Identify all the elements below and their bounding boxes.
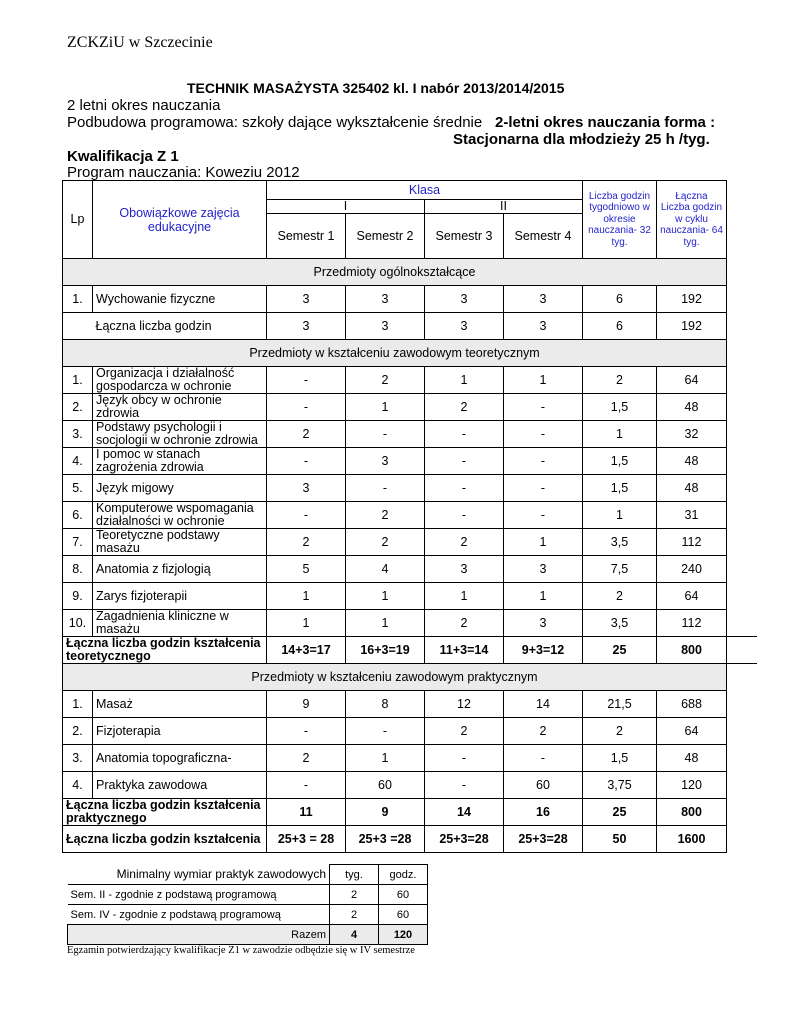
row-lp: 2.: [63, 718, 93, 745]
row-sem1: 1: [267, 583, 346, 610]
class-i-header: I: [267, 200, 425, 214]
sum-sem2: 9: [346, 799, 425, 826]
row-sem1: 5: [267, 556, 346, 583]
table-row: [63, 772, 757, 799]
table-row: [63, 718, 757, 745]
row-subject: Zarys fizjoterapii: [93, 583, 267, 610]
curriculum-table: [62, 180, 757, 853]
sum-sem1: 3: [267, 313, 346, 340]
row-weekly: 3,5: [583, 529, 657, 556]
grand-sum-sem2: 25+3 =28: [346, 826, 425, 853]
row-sem1: -: [267, 448, 346, 475]
row-weekly: 3,75: [583, 772, 657, 799]
row-sem3: 1: [425, 583, 504, 610]
practice-box-title: Minimalny wymiar praktyk zawodowych: [68, 865, 330, 885]
section-practice: Przedmioty w kształceniu zawodowym praktycznym: [63, 664, 727, 691]
lp-header: Lp: [63, 181, 93, 259]
grand-sum-sem4: 25+3=28: [504, 826, 583, 853]
table-row: [68, 905, 428, 925]
row-weekly: 1,5: [583, 448, 657, 475]
period-text: 2 letni okres nauczania: [67, 97, 221, 114]
qualification: Kwalifikacja Z 1: [67, 148, 179, 165]
row-sem2: 1: [346, 745, 425, 772]
row-sem4: 1: [504, 583, 583, 610]
sum-sem3: 11+3=14: [425, 637, 504, 664]
row-subject: Teoretyczne podstawy masażu: [93, 529, 267, 556]
klasa-header: Klasa: [267, 181, 583, 200]
row-sem2: 8: [346, 691, 425, 718]
row-sem3: 3: [425, 556, 504, 583]
practice-col-hours: godz.: [379, 865, 428, 885]
sum-sem3: 3: [425, 313, 504, 340]
sum-sem4: 3: [504, 313, 583, 340]
total-hours-header: Łączna Liczba godzin w cyklu nauczania- 64 tyg.: [657, 181, 727, 259]
grand-sum-row: [63, 826, 757, 853]
row-sem2: -: [346, 475, 425, 502]
row-sem1: -: [267, 718, 346, 745]
sum-total: 192: [657, 313, 727, 340]
row-sem4: 3: [504, 610, 583, 637]
row-sem1: 2: [267, 745, 346, 772]
row-subject: Podstawy psychologii i socjologii w ochronie zdrowia: [93, 421, 267, 448]
row-weekly: 1,5: [583, 394, 657, 421]
sum-label: Łączna liczba godzin: [93, 313, 267, 340]
general-sum-row: [63, 313, 757, 340]
row-sem4: -: [504, 394, 583, 421]
row-total: 32: [657, 421, 727, 448]
row-sem4: 3: [504, 286, 583, 313]
row-total: 688: [657, 691, 727, 718]
row-sem1: -: [267, 502, 346, 529]
row-sem2: 60: [346, 772, 425, 799]
row-sem4: -: [504, 502, 583, 529]
table-row: [63, 583, 757, 610]
semester-1-header: Semestr 1: [267, 214, 346, 259]
row-subject: Fizjoterapia: [93, 718, 267, 745]
practice-row-hours: 60: [379, 885, 428, 905]
row-lp: 4.: [63, 448, 93, 475]
practice-summary-table: [67, 864, 428, 945]
row-subject: Praktyka zawodowa: [93, 772, 267, 799]
semester-3-header: Semestr 3: [425, 214, 504, 259]
program-text: Program nauczania: Koweziu 2012: [67, 164, 300, 181]
row-weekly: 21,5: [583, 691, 657, 718]
practice-sum-label: Razem: [68, 925, 330, 945]
document-title: TECHNIK MASAŻYSTA 325402 kl. I nabór 2013/2014/2015: [187, 80, 565, 96]
row-total: 240: [657, 556, 727, 583]
row-lp: 10.: [63, 610, 93, 637]
table-row: [63, 691, 757, 718]
row-total: 120: [657, 772, 727, 799]
row-sem3: -: [425, 745, 504, 772]
grand-sum-weekly: 50: [583, 826, 657, 853]
row-sem3: 2: [425, 394, 504, 421]
row-subject: Anatomia topograficzna-: [93, 745, 267, 772]
row-sem3: 2: [425, 529, 504, 556]
row-sem1: 1: [267, 610, 346, 637]
subjects-header: Obowiązkowe zajęcia edukacyjne: [93, 181, 267, 259]
row-weekly: 1: [583, 421, 657, 448]
row-sem4: -: [504, 421, 583, 448]
row-sem4: -: [504, 475, 583, 502]
practice-sum-hours: 120: [379, 925, 428, 945]
row-sem2: 3: [346, 286, 425, 313]
row-sem4: 1: [504, 529, 583, 556]
row-total: 192: [657, 286, 727, 313]
row-subject: I pomoc w stanach zagrożenia zdrowia: [93, 448, 267, 475]
row-sem1: 9: [267, 691, 346, 718]
row-sem1: 3: [267, 286, 346, 313]
row-sem3: 1: [425, 367, 504, 394]
row-sem1: 3: [267, 475, 346, 502]
semester-2-header: Semestr 2: [346, 214, 425, 259]
row-subject: Anatomia z fizjologią: [93, 556, 267, 583]
row-lp: 6.: [63, 502, 93, 529]
sum-sem1: 14+3=17: [267, 637, 346, 664]
row-sem3: 12: [425, 691, 504, 718]
row-sem3: -: [425, 772, 504, 799]
row-lp: 1.: [63, 691, 93, 718]
row-total: 64: [657, 718, 727, 745]
section-general: Przedmioty ogólnokształcące: [63, 259, 727, 286]
row-total: 48: [657, 448, 727, 475]
form-line-2: Stacjonarna dla młodzieży 25 h /tyg.: [453, 131, 710, 148]
row-sem2: 1: [346, 610, 425, 637]
row-sem3: -: [425, 475, 504, 502]
row-sem2: -: [346, 718, 425, 745]
exam-footnote: Egzamin potwierdzający kwalifikacje Z1 w zawodzie odbędzie się w IV semestrze: [67, 945, 415, 956]
table-row: [63, 448, 757, 475]
row-lp: 9.: [63, 583, 93, 610]
table-row: [68, 885, 428, 905]
row-sem1: 2: [267, 529, 346, 556]
row-sem1: -: [267, 367, 346, 394]
practice-row-week: 2: [330, 885, 379, 905]
practice-row-name: Sem. IV - zgodnie z podstawą programową: [68, 905, 330, 925]
row-subject: Język migowy: [93, 475, 267, 502]
sum-total: 800: [657, 799, 727, 826]
school-name: ZCKZiU w Szczecinie: [67, 34, 213, 51]
theory-sum-row: [63, 637, 757, 664]
row-sem2: 2: [346, 529, 425, 556]
row-sem2: 1: [346, 583, 425, 610]
row-sem4: 14: [504, 691, 583, 718]
row-sem3: -: [425, 448, 504, 475]
sum-sem1: 11: [267, 799, 346, 826]
sum-sem3: 14: [425, 799, 504, 826]
row-lp: 3.: [63, 745, 93, 772]
row-sem3: 3: [425, 286, 504, 313]
practice-col-week: tyg.: [330, 865, 379, 885]
table-row: [63, 529, 757, 556]
row-weekly: 3,5: [583, 610, 657, 637]
section-theory: Przedmioty w kształceniu zawodowym teoretycznym: [63, 340, 727, 367]
row-subject: Masaż: [93, 691, 267, 718]
row-subject: Wychowanie fizyczne: [93, 286, 267, 313]
row-lp: 5.: [63, 475, 93, 502]
row-weekly: 1: [583, 502, 657, 529]
row-sem2: 4: [346, 556, 425, 583]
row-total: 48: [657, 394, 727, 421]
row-sem1: 2: [267, 421, 346, 448]
row-lp: 7.: [63, 529, 93, 556]
row-total: 64: [657, 583, 727, 610]
table-row: [63, 394, 757, 421]
table-row: [63, 421, 757, 448]
row-sem1: -: [267, 772, 346, 799]
row-lp: 1.: [63, 286, 93, 313]
sum-label: Łączna liczba godzin kształcenia praktycznego: [63, 799, 267, 826]
row-weekly: 1,5: [583, 745, 657, 772]
row-weekly: 1,5: [583, 475, 657, 502]
row-lp: 2.: [63, 394, 93, 421]
grand-sum-label: Łączna liczba godzin kształcenia: [63, 826, 267, 853]
sum-weekly: 6: [583, 313, 657, 340]
practice-row-name: Sem. II - zgodnie z podstawą programową: [68, 885, 330, 905]
row-sem2: 3: [346, 448, 425, 475]
row-sem3: 2: [425, 610, 504, 637]
row-sem2: 2: [346, 367, 425, 394]
row-subject: Organizacja i działalność gospodarcza w ochronie: [93, 367, 267, 394]
row-total: 112: [657, 610, 727, 637]
row-weekly: 2: [583, 583, 657, 610]
table-row: [63, 475, 757, 502]
row-lp: 1.: [63, 367, 93, 394]
weekly-hours-header: Liczba godzin tygodniowo w okresie nauczania- 32 tyg.: [583, 181, 657, 259]
grand-sum-sem3: 25+3=28: [425, 826, 504, 853]
form-line-1: 2-letni okres nauczania forma :: [495, 114, 716, 131]
row-lp: 8.: [63, 556, 93, 583]
practice-sum-row: [63, 799, 757, 826]
row-sem3: 2: [425, 718, 504, 745]
table-row: [63, 367, 757, 394]
practice-sum-week: 4: [330, 925, 379, 945]
grand-sum-sem1: 25+3 = 28: [267, 826, 346, 853]
class-ii-header: II: [425, 200, 583, 214]
row-sem2: 1: [346, 394, 425, 421]
row-sem2: -: [346, 421, 425, 448]
table-row: [63, 745, 757, 772]
grand-sum-total: 1600: [657, 826, 727, 853]
row-weekly: 7,5: [583, 556, 657, 583]
row-total: 31: [657, 502, 727, 529]
row-subject: Zagadnienia kliniczne w masażu: [93, 610, 267, 637]
sum-sem4: 9+3=12: [504, 637, 583, 664]
row-weekly: 2: [583, 367, 657, 394]
row-subject: Komputerowe wspomagania działalności w ochronie: [93, 502, 267, 529]
practice-row-hours: 60: [379, 905, 428, 925]
row-lp: 3.: [63, 421, 93, 448]
row-total: 112: [657, 529, 727, 556]
row-sem4: 1: [504, 367, 583, 394]
row-sem4: -: [504, 745, 583, 772]
sum-sem2: 3: [346, 313, 425, 340]
base-text: Podbudowa programowa: szkoły dające wykształcenie średnie: [67, 114, 483, 131]
sum-total: 800: [657, 637, 727, 664]
row-sem3: -: [425, 421, 504, 448]
row-sem4: -: [504, 448, 583, 475]
row-total: 48: [657, 745, 727, 772]
row-sem1: -: [267, 394, 346, 421]
sum-sem4: 16: [504, 799, 583, 826]
row-total: 48: [657, 475, 727, 502]
sum-weekly: 25: [583, 799, 657, 826]
row-weekly: 6: [583, 286, 657, 313]
table-row: [63, 556, 757, 583]
sum-weekly: 25: [583, 637, 657, 664]
row-sem2: 2: [346, 502, 425, 529]
sum-label: Łączna liczba godzin kształcenia teoretycznego: [63, 637, 267, 664]
row-sem4: 2: [504, 718, 583, 745]
semester-4-header: Semestr 4: [504, 214, 583, 259]
row-lp: 4.: [63, 772, 93, 799]
row-sem4: 3: [504, 556, 583, 583]
row-weekly: 2: [583, 718, 657, 745]
sum-sem2: 16+3=19: [346, 637, 425, 664]
row-subject: Język obcy w ochronie zdrowia: [93, 394, 267, 421]
row-sem4: 60: [504, 772, 583, 799]
table-row: [63, 502, 757, 529]
table-row: [63, 286, 757, 313]
row-total: 64: [657, 367, 727, 394]
row-sem3: -: [425, 502, 504, 529]
table-row: [63, 610, 757, 637]
practice-row-week: 2: [330, 905, 379, 925]
